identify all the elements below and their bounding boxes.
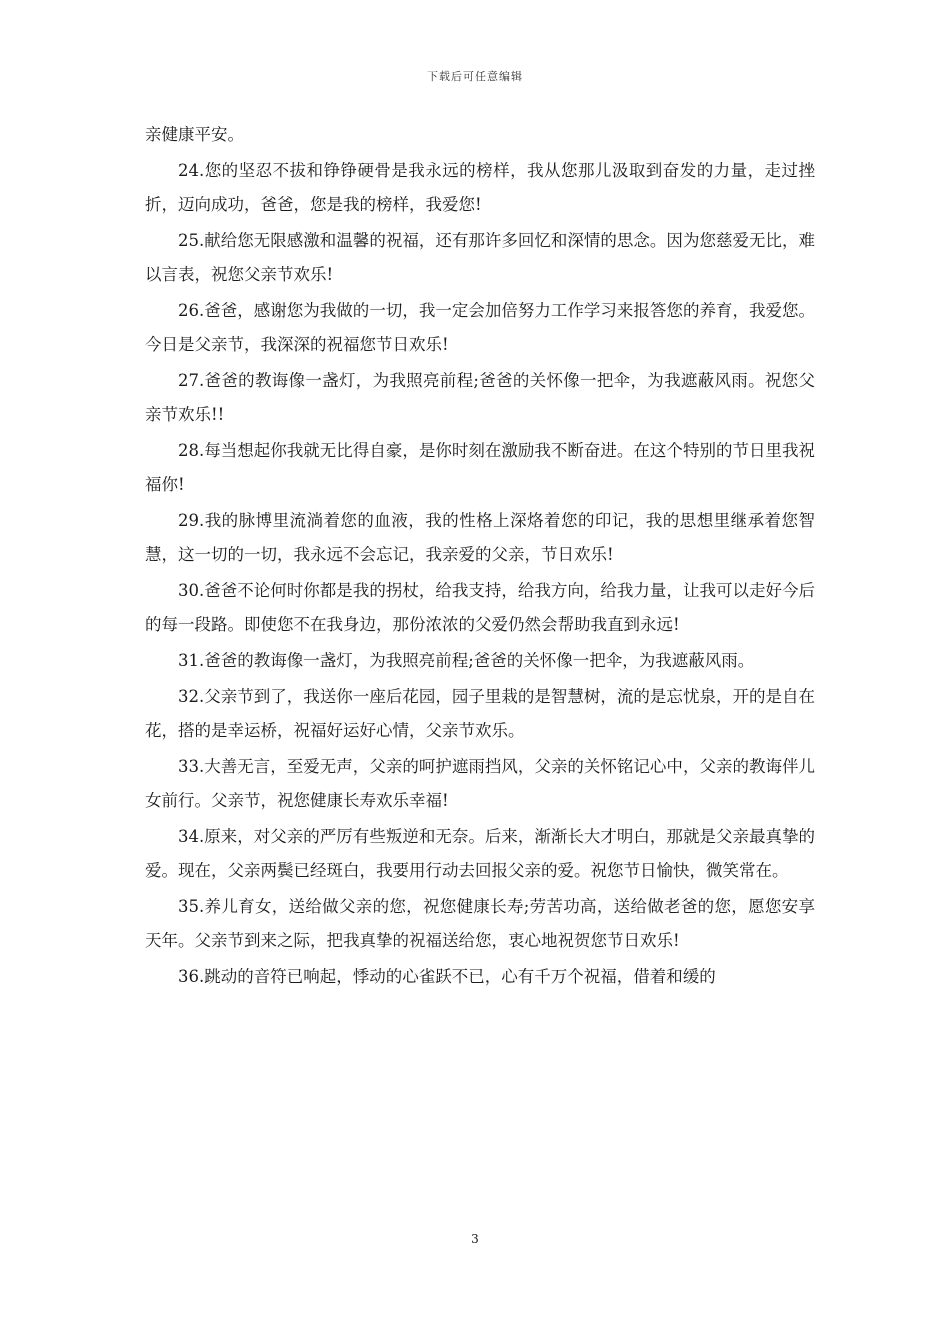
paragraph-27: 27.爸爸的教诲像一盏灯，为我照亮前程;爸爸的关怀像一把伞，为我遮蔽风雨。祝您父亲节欢乐!! bbox=[145, 371, 815, 424]
paragraph-36: 36.跳动的音符已响起，悸动的心雀跃不已，心有千万个祝福，借着和缓的 bbox=[178, 967, 716, 986]
paragraph-30: 30.爸爸不论何时你都是我的拐杖，给我支持，给我方向，给我力量，让我可以走好今后的每一段路。即使您不在我身边，那份浓浓的父爱仍然会帮助我直到永远! bbox=[145, 581, 815, 634]
paragraph-25: 25.献给您无限感激和温馨的祝福，还有那许多回忆和深情的思念。因为您慈爱无比，难以言表，祝您父亲节欢乐! bbox=[145, 231, 815, 284]
paragraph-31: 31.爸爸的教诲像一盏灯，为我照亮前程;爸爸的关怀像一把伞，为我遮蔽风雨。 bbox=[178, 651, 755, 670]
paragraph-29: 29.我的脉博里流淌着您的血液，我的性格上深烙着您的印记，我的思想里继承着您智慧，这一切的一切，我永远不会忘记，我亲爱的父亲，节日欢乐! bbox=[145, 511, 815, 564]
paragraph-28: 28.每当想起你我就无比得自豪，是你时刻在激励我不断奋进。在这个特别的节日里我祝福你! bbox=[145, 441, 815, 494]
paragraph-24: 24.您的坚忍不拔和铮铮硬骨是我永远的榜样，我从您那儿汲取到奋发的力量，走过挫折，迈向成功，爸爸，您是我的榜样，我爱您! bbox=[145, 161, 815, 214]
paragraph-26: 26.爸爸，感谢您为我做的一切，我一定会加倍努力工作学习来报答您的养育，我爱您。今日是父亲节，我深深的祝福您节日欢乐! bbox=[145, 301, 815, 354]
page-number: 3 bbox=[471, 1232, 479, 1246]
page-header: 下载后可任意编辑 bbox=[427, 70, 523, 83]
document-body bbox=[145, 118, 815, 996]
paragraph-34: 34.原来，对父亲的严厉有些叛逆和无奈。后来，渐渐长大才明白，那就是父亲最真挚的爱。现在，父亲两鬓已经斑白，我要用行动去回报父亲的爱。祝您节日愉快，微笑常在。 bbox=[145, 827, 815, 880]
paragraph-33: 33.大善无言，至爱无声，父亲的呵护遮雨挡风，父亲的关怀铭记心中，父亲的教诲伴儿女前行。父亲节，祝您健康长寿欢乐幸福! bbox=[145, 757, 815, 810]
paragraph-32: 32.父亲节到了，我送你一座后花园，园子里栽的是智慧树，流的是忘忧泉，开的是自在花，搭的是幸运桥，祝福好运好心情，父亲节欢乐。 bbox=[145, 687, 815, 740]
paragraph-continuation: 亲健康平安。 bbox=[145, 125, 244, 144]
paragraph-35: 35.养儿育女，送给做父亲的您，祝您健康长寿;劳苦功高，送给做老爸的您，愿您安享天年。父亲节到来之际，把我真挚的祝福送给您，衷心地祝贺您节日欢乐! bbox=[145, 897, 815, 950]
